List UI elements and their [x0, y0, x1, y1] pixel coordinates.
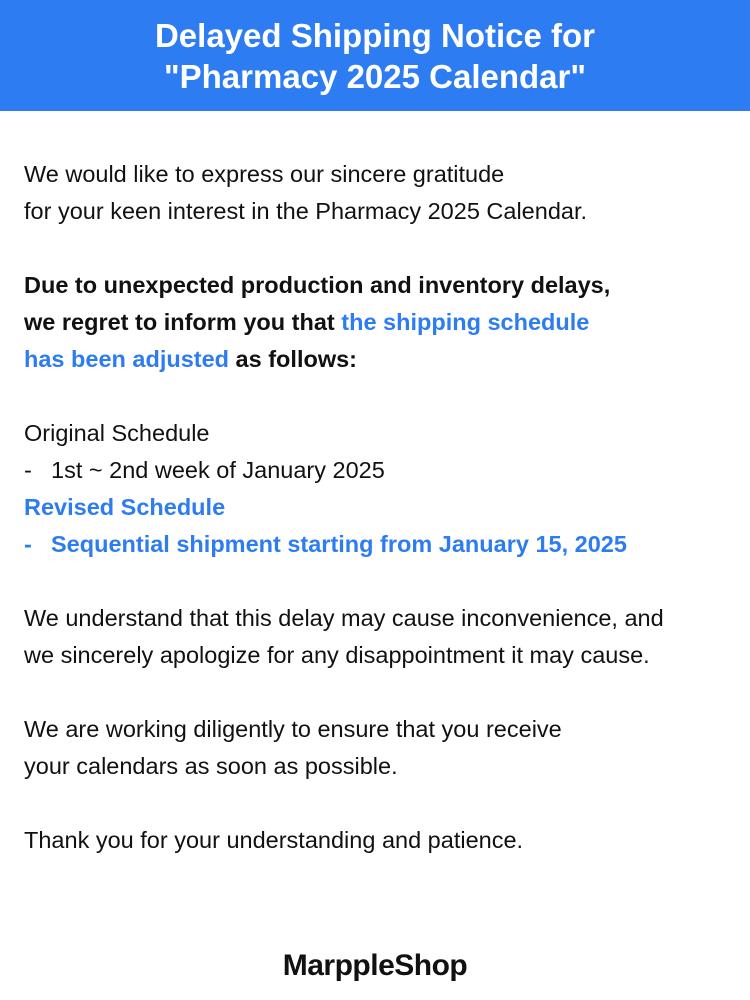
intro-line2: for your keen interest in the Pharmacy 2025 Calendar. — [24, 198, 588, 224]
revised-schedule-value: Sequential shipment starting from January 15, 2025 — [51, 531, 627, 557]
revised-dash: - — [24, 531, 32, 557]
spacer — [24, 674, 734, 711]
revised-schedule-label: Revised Schedule — [24, 494, 226, 520]
intro-line1: We would like to express our sincere gratitude — [24, 161, 505, 187]
notice-line2-prefix: we regret to inform you that — [24, 309, 342, 335]
effort-line1: We are working diligently to ensure that you receive — [24, 716, 562, 742]
original-schedule-value: 1st ~ 2nd week of January 2025 — [51, 457, 385, 483]
spacer — [24, 378, 734, 415]
effort-line2: your calendars as soon as possible. — [24, 753, 398, 779]
notice-body — [24, 156, 734, 859]
original-schedule-item — [24, 452, 734, 489]
original-dash: - — [24, 457, 32, 483]
notice-header — [0, 0, 750, 111]
notice-line3 — [24, 341, 734, 378]
revised-schedule-item — [24, 526, 734, 563]
spacer — [24, 563, 734, 600]
spacer — [24, 230, 734, 267]
brand-logo: MarppleShop — [282, 949, 468, 982]
notice-line2 — [24, 304, 734, 341]
notice-line1: Due to unexpected production and inventory delays, — [24, 272, 611, 298]
original-schedule-label: Original Schedule — [24, 420, 210, 446]
notice-title-line1: Delayed Shipping Notice for — [154, 16, 596, 54]
notice-line3-highlight: has been adjusted — [24, 346, 230, 372]
notice-title-line2: "Pharmacy 2025 Calendar" — [163, 57, 587, 95]
notice-line3-suffix: as follows: — [229, 346, 357, 372]
closing-line: Thank you for your understanding and patience. — [24, 827, 524, 853]
notice-line2-highlight: the shipping schedule — [341, 309, 590, 335]
apology-line1: We understand that this delay may cause inconvenience, and — [24, 605, 664, 631]
apology-line2: we sincerely apologize for any disappointment it may cause. — [24, 642, 650, 668]
spacer — [24, 785, 734, 822]
